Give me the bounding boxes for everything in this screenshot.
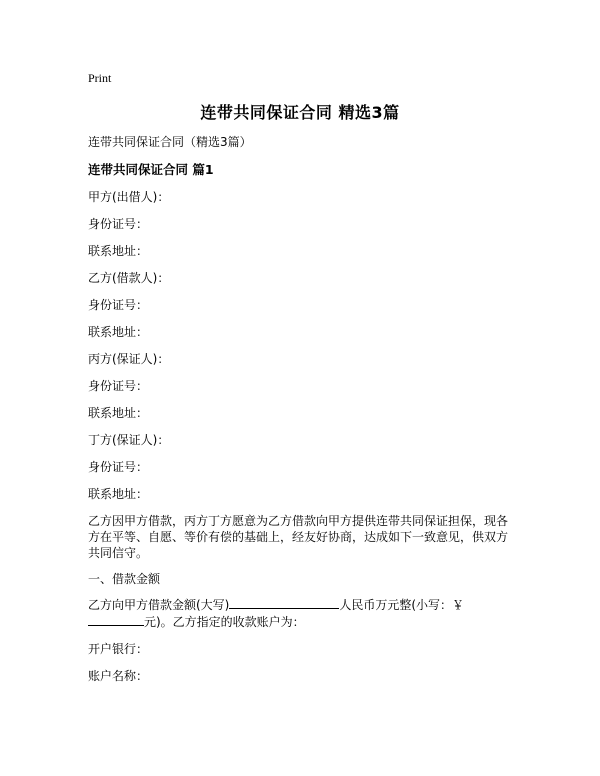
clause1-part1: 乙方向甲方借款金额(大写) xyxy=(88,598,230,612)
section-heading: 连带共同保证合同 篇1 xyxy=(88,162,214,177)
party-guarantor-d-label: 丁方(保证人)： xyxy=(88,433,170,447)
account-name-label: 账户名称： xyxy=(88,669,149,683)
party-guarantor-d-id-label: 身份证号： xyxy=(88,460,149,474)
document-title: 连带共同保证合同 精选3篇 xyxy=(200,103,400,122)
party-lender-label: 甲方(出借人)： xyxy=(88,190,170,204)
clause1-amount-text xyxy=(88,596,464,630)
intro-paragraph: 乙方因甲方借款，丙方丁方愿意为乙方借款向甲方提供连带共同保证担保，现各方在平等、自愿、等价有偿的基础上，经友好协商，达成如下一致意见，供双方共同信守。 xyxy=(88,514,509,560)
document-subtitle: 连带共同保证合同（精选3篇） xyxy=(88,135,252,149)
party-borrower-label: 乙方(借款人)： xyxy=(88,271,170,285)
party-guarantor-c-label: 丙方(保证人)： xyxy=(88,352,170,366)
amount-uppercase-blank xyxy=(229,596,339,609)
bank-label: 开户银行： xyxy=(88,642,149,656)
party-borrower-id-label: 身份证号： xyxy=(88,298,149,312)
clause1-heading: 一、借款金额 xyxy=(88,572,161,586)
party-lender-address-label: 联系地址： xyxy=(88,244,149,258)
party-guarantor-d-address-label: 联系地址： xyxy=(88,487,149,501)
print-label: Print xyxy=(88,71,112,85)
party-lender-id-label: 身份证号： xyxy=(88,217,149,231)
clause1-part3: 元)。乙方指定的收款账户为： xyxy=(144,615,305,629)
party-guarantor-c-address-label: 联系地址： xyxy=(88,406,149,420)
clause1-part2: 人民币万元整(小写：￥ xyxy=(339,598,465,612)
amount-lowercase-blank xyxy=(88,613,144,626)
party-borrower-address-label: 联系地址： xyxy=(88,325,149,339)
party-guarantor-c-id-label: 身份证号： xyxy=(88,379,149,393)
